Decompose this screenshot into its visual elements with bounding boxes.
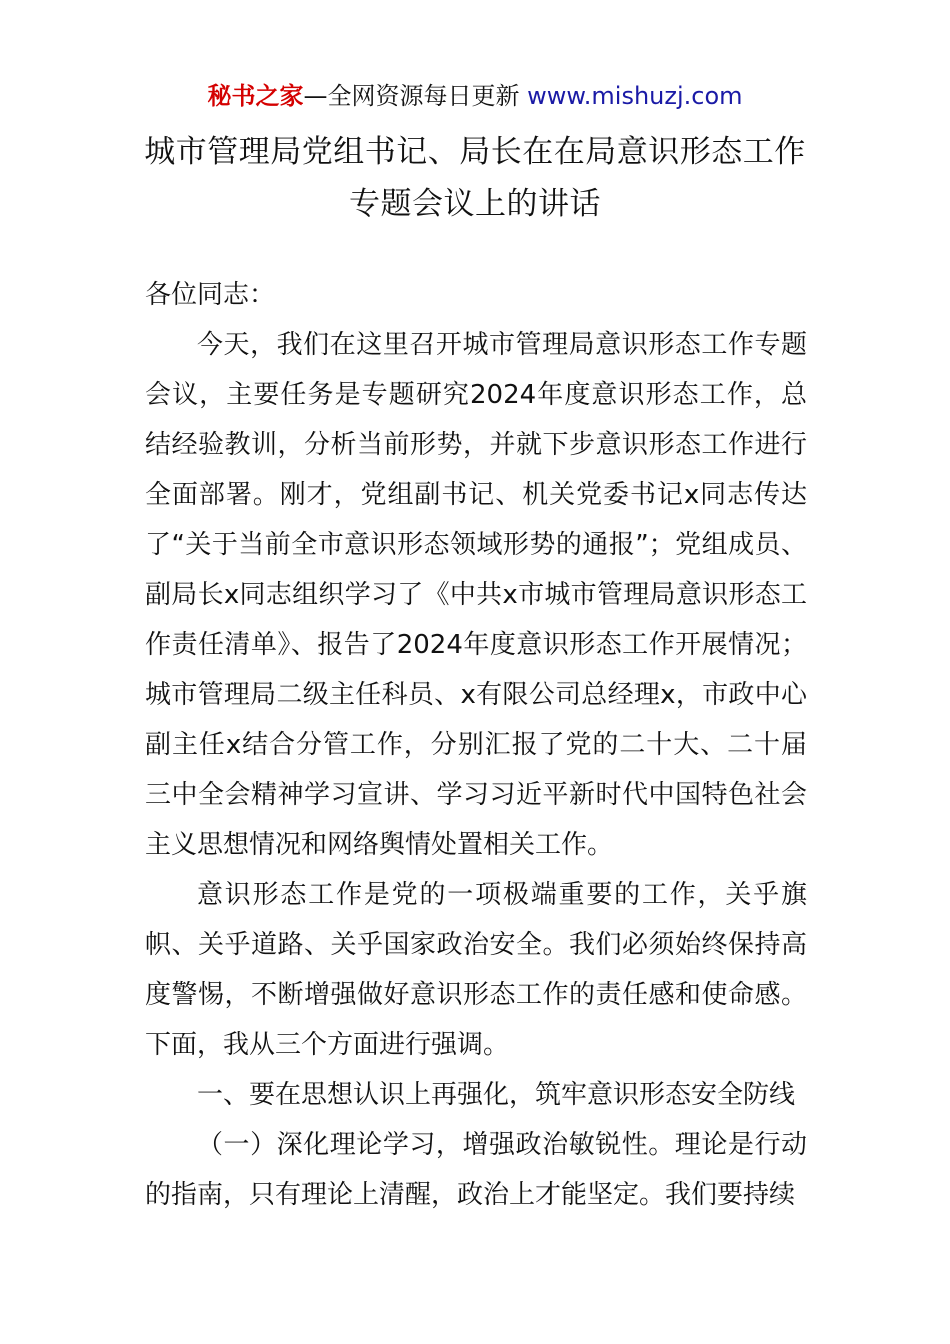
document-body — [145, 270, 807, 1220]
salutation: 各位同志： — [145, 280, 276, 310]
paragraph-intro: 今天，我们在这里召开城市管理局意识形态工作专题会议，主要任务是专题研究2024年度意识形态工作，总结经验教训，分析当前形势，并就下步意识形态工作进行全面部署。刚才，党组副书记、机关党委书记x同志传达了“关于当前全市意识形态领域形势的通报”；党组成员、副局长x同志组织学习了《中共x市城市管理局意识形态工作责任清单》、报告了2024年度意识形态工作开展情况；城市管理局二级主任科员、x有限公司总经理x，市政中心副主任x结合分管工作，分别汇报了党的二十大、二十届三中全会精神学习宣讲、学习习近平新时代中国特色社会主义思想情况和网络舆情处置相关工作。 — [145, 330, 807, 860]
subsection-paragraph-1: （一）深化理论学习，增强政治敏锐性。理论是行动的指南，只有理论上清醒，政治上才能坚定。我们要持续 — [145, 1130, 807, 1210]
site-brand: 秘书之家 — [207, 82, 304, 110]
document-title: 城市管理局党组书记、局长在在局意识形态工作专题会议上的讲话 — [144, 134, 806, 222]
paragraph-importance: 意识形态工作是党的一项极端重要的工作，关乎旗帜、关乎道路、关乎国家政治安全。我们必须始终保持高度警惕，不断增强做好意识形态工作的责任感和使命感。下面，我从三个方面进行强调。 — [145, 880, 807, 1060]
section-heading-1: 一、要在思想认识上再强化，筑牢意识形态安全防线 — [197, 1080, 796, 1110]
site-tagline: —全网资源每日更新 — [303, 82, 528, 110]
site-url-link[interactable]: www.mishuzj.com — [527, 82, 743, 110]
site-header — [0, 80, 950, 112]
